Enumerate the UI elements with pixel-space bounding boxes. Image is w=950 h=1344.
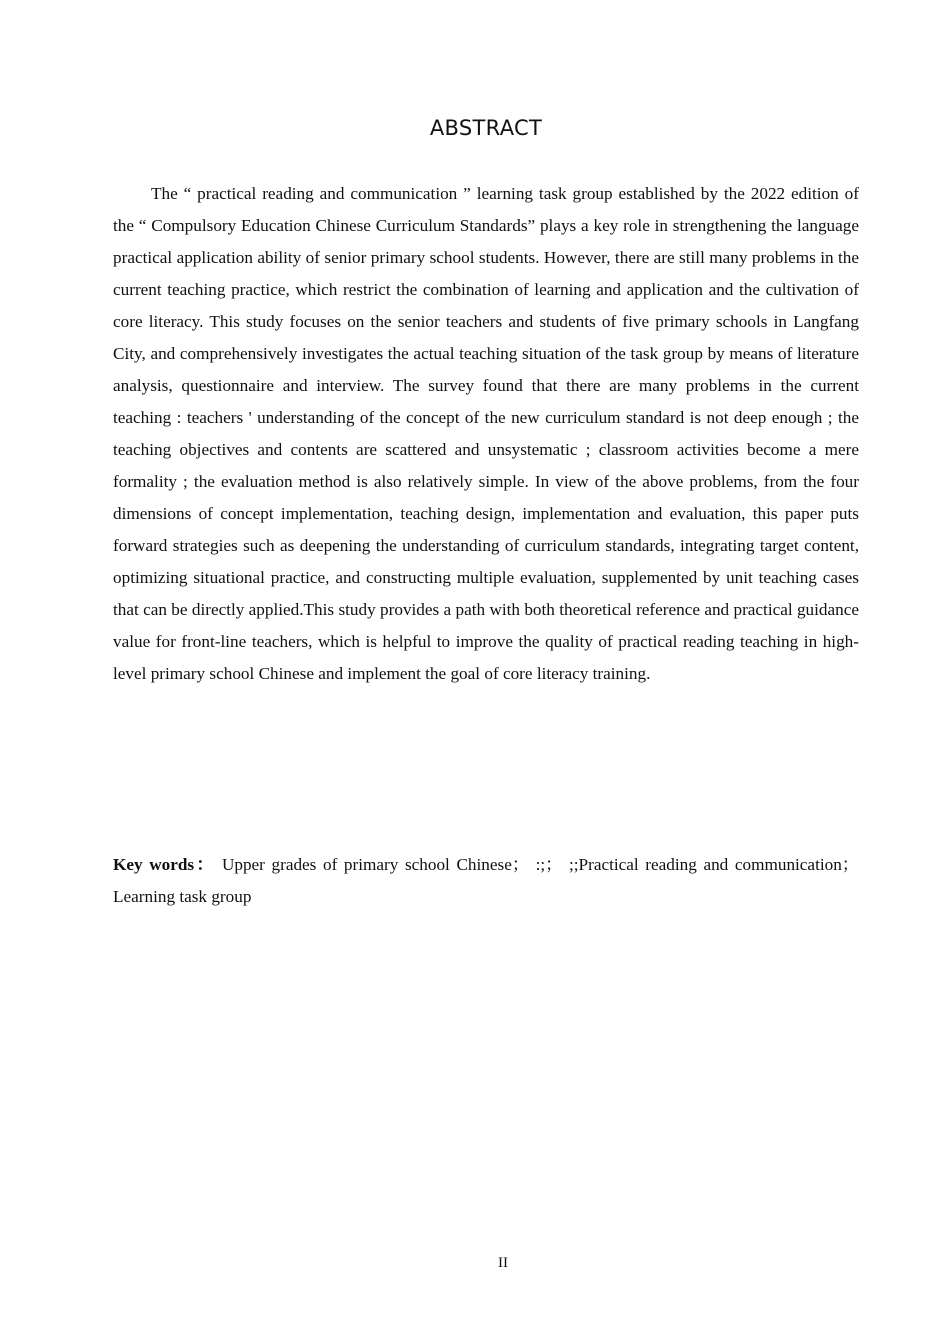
keywords-text: Upper grades of primary school Chinese； :;； ;;Practical reading and communication；Learning task group: [113, 855, 859, 906]
abstract-body: The “ practical reading and communication ” learning task group established by the 2022 edition of the “ Compulsory Education Chinese Curriculum Standards” plays a key role in strengthening the language practical application ability of senior primary school students. However, there are still many problems in the current teaching practice, which restrict the combination of learning and application and the cultivation of core literacy. This study focuses on the senior teachers and students of five primary schools in Langfang City, and comprehensively investigates the actual teaching situation of the task group by means of literature analysis, questionnaire and interview. The survey found that there are many problems in the current teaching : teachers ' understanding of the concept of the new curriculum standard is not deep enough ; the teaching objectives and contents are scattered and unsystematic ; classroom activities become a mere formality ; the evaluation method is also relatively simple. In view of the above problems, from the four dimensions of concept implementation, teaching design, implementation and evaluation, this paper puts forward strategies such as deepening the understanding of curriculum standards, integrating target content, optimizing situational practice, and constructing multiple evaluation, supplemented by unit teaching cases that can be directly applied.This study provides a path with both theoretical reference and practical guidance value for front-line teachers, which is helpful to improve the quality of practical reading teaching in high-level primary school Chinese and implement the goal of core literacy training.: [113, 184, 859, 683]
keywords-label: Key words：: [113, 855, 216, 874]
page-number: II: [498, 1255, 508, 1271]
keywords-paragraph: [113, 849, 859, 913]
abstract-title: ABSTRACT: [429, 116, 543, 140]
